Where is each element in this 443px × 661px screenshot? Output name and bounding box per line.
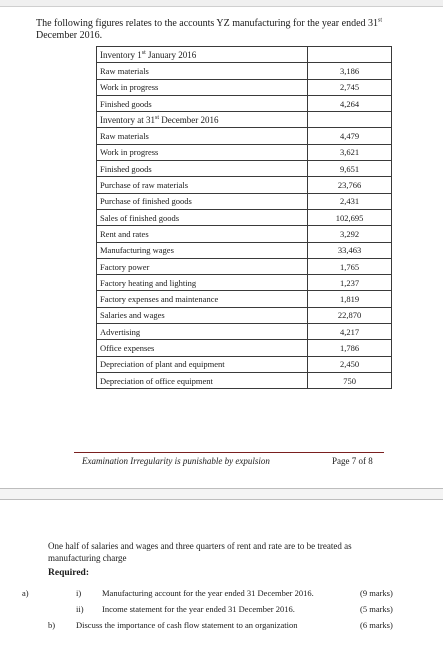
table-row (97, 209, 392, 225)
top-page-edge (0, 0, 443, 7)
question-number: i) (76, 588, 82, 598)
row-value: 9,651 (308, 161, 392, 177)
table-row (97, 193, 392, 209)
row-value: 3,621 (308, 144, 392, 160)
row-value: 4,217 (308, 324, 392, 340)
table-row (97, 307, 392, 323)
row-value: 1,786 (308, 340, 392, 356)
opening-inventory-heading: Inventory 1st January 2016 (97, 47, 308, 63)
row-value: 4,479 (308, 128, 392, 144)
row-label: Finished goods (97, 95, 308, 111)
row-value: 1,765 (308, 258, 392, 274)
table-row-header-closing (97, 112, 392, 128)
row-label: Raw materials (97, 63, 308, 79)
table-row (97, 356, 392, 372)
row-label: Factory power (97, 258, 308, 274)
accounts-table (96, 46, 392, 389)
row-label: Finished goods (97, 161, 308, 177)
row-label: Depreciation of plant and equipment (97, 356, 308, 372)
table-row (97, 79, 392, 95)
row-value: 1,819 (308, 291, 392, 307)
treatment-note: One half of salaries and wages and three quarters of rent and rate are to be treated as manufacturing charge (48, 541, 352, 563)
row-label: Work in progress (97, 79, 308, 95)
table-row (97, 340, 392, 356)
exam-warning: Examination Irregularity is punishable by expulsion (82, 456, 270, 466)
table-row (97, 177, 392, 193)
row-label: Salaries and wages (97, 307, 308, 323)
row-value: 4,264 (308, 95, 392, 111)
intro-sup: st (378, 17, 383, 24)
question-marks: (9 marks) (360, 588, 393, 598)
row-value: 22,870 (308, 307, 392, 323)
row-label: Office expenses (97, 340, 308, 356)
question-letter: b) (48, 620, 56, 630)
row-label: Depreciation of office equipment (97, 372, 308, 388)
table-row (97, 161, 392, 177)
row-label: Purchase of finished goods (97, 193, 308, 209)
row-value: 33,463 (308, 242, 392, 258)
closing-inventory-heading: Inventory at 31st December 2016 (97, 112, 308, 128)
row-value: 3,186 (308, 63, 392, 79)
intro-text-2: December 2016. (36, 30, 103, 41)
table-row (97, 275, 392, 291)
row-label: Purchase of raw materials (97, 177, 308, 193)
table-row (97, 258, 392, 274)
row-value: 2,431 (308, 193, 392, 209)
question-text: Income statement for the year ended 31 December 2016. (102, 604, 295, 614)
question-marks: (6 marks) (360, 620, 393, 630)
question-text: Discuss the importance of cash flow statement to an organization (76, 620, 298, 630)
intro-text-1: The following figures relates to the accounts YZ manufacturing for the year ended 31 (36, 18, 379, 29)
row-label: Raw materials (97, 128, 308, 144)
row-label: Factory heating and lighting (97, 275, 308, 291)
row-value: 3,292 (308, 226, 392, 242)
question-number: ii) (76, 604, 84, 614)
page-number: Page 7 of 8 (332, 456, 373, 466)
page-separator (0, 488, 443, 500)
row-value: 2,745 (308, 79, 392, 95)
footer-divider (74, 452, 384, 453)
question-letter: a) (22, 588, 29, 598)
required-heading: Required: (48, 568, 89, 578)
table-cell-empty (308, 47, 392, 63)
table-row-header-opening (97, 47, 392, 63)
table-row (97, 63, 392, 79)
row-value: 23,766 (308, 177, 392, 193)
row-label: Factory expenses and maintenance (97, 291, 308, 307)
table-row (97, 324, 392, 340)
row-value: 1,237 (308, 275, 392, 291)
row-value: 102,695 (308, 209, 392, 225)
row-label: Work in progress (97, 144, 308, 160)
table-cell-empty (308, 112, 392, 128)
table-row (97, 226, 392, 242)
row-label: Manufacturing wages (97, 242, 308, 258)
row-value: 2,450 (308, 356, 392, 372)
table-row (97, 128, 392, 144)
table-row (97, 242, 392, 258)
table-row (97, 95, 392, 111)
row-label: Sales of finished goods (97, 209, 308, 225)
question-marks: (5 marks) (360, 604, 393, 614)
question-text: Manufacturing account for the year ended 31 December 2016. (102, 588, 314, 598)
table-row (97, 291, 392, 307)
intro-paragraph (36, 18, 416, 42)
table-row (97, 372, 392, 388)
row-value: 750 (308, 372, 392, 388)
row-label: Advertising (97, 324, 308, 340)
table-row (97, 144, 392, 160)
row-label: Rent and rates (97, 226, 308, 242)
